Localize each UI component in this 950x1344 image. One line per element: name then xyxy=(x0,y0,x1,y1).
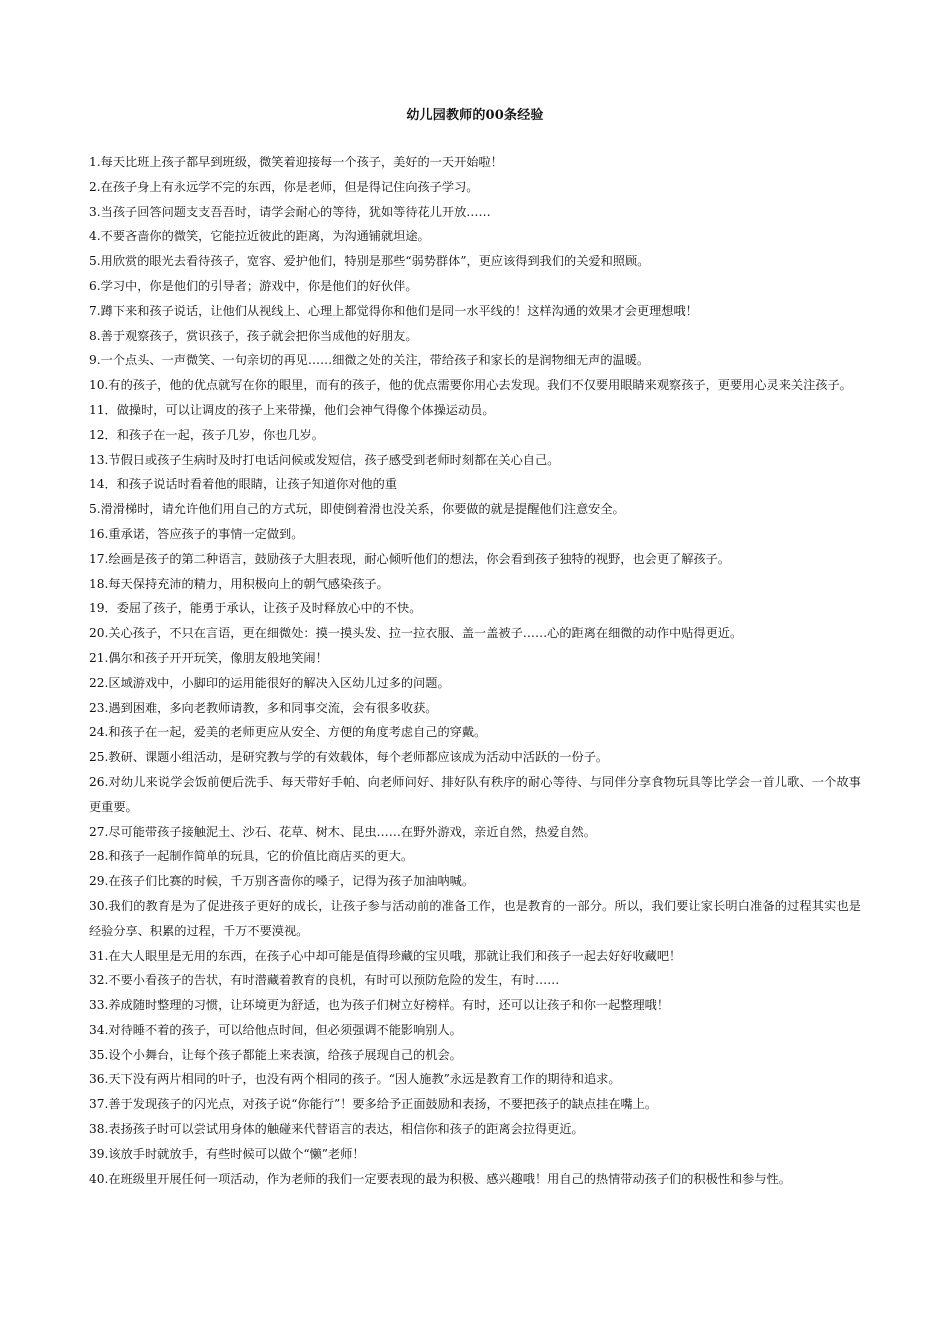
paragraph: 19．委屈了孩子，能勇于承认，让孩子及时释放心中的不快。 xyxy=(89,601,422,616)
paragraph: 6.学习中，你是他们的引导者；游戏中，你是他们的好伙伴。 xyxy=(89,278,418,293)
paragraph: 35.设个小舞台，让每个孩子都能上来表演，给孩子展现自己的机会。 xyxy=(89,1047,462,1062)
paragraph: 17.绘画是孩子的第二种语言，鼓励孩子大胆表现，耐心倾听他们的想法，你会看到孩子独特的视野，也会更了解孩子。 xyxy=(89,551,730,566)
paragraph: 38.表扬孩子时可以尝试用身体的触碰来代替语言的表达，相信你和孩子的距离会拉得更近。 xyxy=(89,1122,584,1137)
paragraph: 34.对待睡不着的孩子，可以给他点时间，但必须强调不能影响别人。 xyxy=(89,1022,462,1037)
paragraph: 33.养成随时整理的习惯，让环境更为舒适，也为孩子们树立好榜样。有时，还可以让孩子和你一起整理哦！ xyxy=(89,998,670,1013)
paragraph: 39.该放手时就放手，有些时候可以做个“懒”老师！ xyxy=(89,1146,365,1161)
paragraph: 31.在大人眼里是无用的东西，在孩子心中却可能是值得珍藏的宝贝哦，那就让我们和孩子一起去好好收藏吧！ xyxy=(89,948,682,963)
paragraph: 37.善于发现孩子的闪光点，对孩子说“你能行”！要多给予正面鼓励和表扬，不要把孩子的缺点挂在嘴上。 xyxy=(89,1097,658,1112)
paragraph: 13.节假日或孩子生病时及时打电话问候或发短信，孩子感受到老师时刻都在关心自己。 xyxy=(89,452,560,467)
paragraph: 14．和孩子说话时看着他的眼睛，让孩子知道你对他的重 xyxy=(89,477,398,492)
paragraph: 24.和孩子在一起，爱美的老师更应从安全、方便的角度考虑自己的穿戴。 xyxy=(89,725,487,740)
paragraph: 1.每天比班上孩子都早到班级，微笑着迎接每一个孩子，美好的一天开始啦！ xyxy=(89,155,503,169)
paragraph: 28.和孩子一起制作简单的玩具，它的价值比商店买的更大。 xyxy=(89,849,414,864)
paragraph: 27.尽可能带孩子接触泥土、沙石、花草、树木、昆虫……在野外游戏，亲近自然，热爱自然。 xyxy=(89,824,596,839)
paragraph: 32.不要小看孩子的告状，有时潜藏着教育的良机，有时可以预防危险的发生，有时…… xyxy=(89,973,560,988)
paragraph: 20.关心孩子，不只在言语，更在细微处：摸一摸头发、拉一拉衣服、盖一盖被子……心的距离在细微的动作中贴得更近。 xyxy=(89,626,743,641)
paragraph: 25.教研、课题小组活动，是研究教与学的有效载体，每个老师都应该成为活动中活跃的一份子。 xyxy=(89,750,609,765)
paragraph: 9.一个点头、一声微笑、一句亲切的再见……细微之处的关注，带给孩子和家长的是润物细无声的温暖。 xyxy=(89,353,650,368)
paragraph: 7.蹲下来和孩子说话，让他们从视线上、心理上都觉得你和他们是同一水平线的！这样沟通的效果才会更理想哦！ xyxy=(89,303,698,318)
paragraph: 11．做操时，可以让调皮的孩子上来带操，他们会神气得像个体操运动员。 xyxy=(89,402,495,417)
paragraph: 16.重承诺，答应孩子的事情一定做到。 xyxy=(89,526,304,541)
paragraph: 4.不要吝啬你的微笑，它能拉近彼此的距离，为沟通铺就坦途。 xyxy=(89,229,430,244)
paragraph: 21.偶尔和孩子开开玩笑，像朋友般地笑闹！ xyxy=(89,650,328,665)
paragraph: 22.区域游戏中，小脚印的运用能很好的解决入区幼儿过多的问题。 xyxy=(89,675,450,690)
paragraph: 8.善于观察孩子，赏识孩子，孩子就会把你当成他的好朋友。 xyxy=(89,328,418,343)
paragraph: 10.有的孩子，他的优点就写在你的眼里，而有的孩子，他的优点需要你用心去发现。我们不仅要用眼睛来观察孩子，更要用心灵来关注孩子。 xyxy=(89,378,852,393)
paragraph: 29.在孩子们比赛的时候，千万别吝啬你的嗓子，记得为孩子加油呐喊。 xyxy=(89,874,475,889)
paragraph: 12．和孩子在一起，孩子几岁，你也几岁。 xyxy=(89,427,324,442)
paragraph: 23.遇到困难，多向老教师请教，多和同事交流，会有很多收获。 xyxy=(89,700,438,715)
paragraph: 36.天下没有两片相同的叶子，也没有两个相同的孩子。“因人施教”永远是教育工作的期待和追求。 xyxy=(89,1072,621,1087)
paragraph: 26.对幼儿来说学会饭前便后洗手、每天带好手帕、向老师问好、排好队有秩序的耐心等待、与同伴分享食物玩具等比学会一首儿歌、一个故事更重要。 xyxy=(89,774,861,814)
paragraph: 5.用欣赏的眼光去看待孩子，宽容、爱护他们，特别是那些“弱势群体”，更应该得到我们的关爱和照顾。 xyxy=(89,254,650,269)
document-body xyxy=(89,150,861,1191)
paragraph: 2.在孩子身上有永远学不完的东西，你是老师，但是得记住向孩子学习。 xyxy=(89,179,479,194)
paragraph: 30.我们的教育是为了促进孩子更好的成长，让孩子参与活动前的准备工作，也是教育的一部分。所以，我们要让家长明白准备的过程其实也是经验分享、积累的过程，千万不要漠视。 xyxy=(89,898,861,938)
document-title: 幼儿园教师的00条经验 xyxy=(406,108,544,123)
paragraph: 18.每天保持充沛的精力，用积极向上的朝气感染孩子。 xyxy=(89,576,389,591)
paragraph: 3.当孩子回答问题支支吾吾时，请学会耐心的等待，犹如等待花儿开放…… xyxy=(89,204,491,219)
paragraph: 5.滑滑梯时，请允许他们用自己的方式玩，即使倒着滑也没关系，你要做的就是提醒他们注意安全。 xyxy=(89,502,625,517)
paragraph: 40.在班级里开展任何一项活动，作为老师的我们一定要表现的最为积极、感兴趣哦！用自己的热情带动孩子们的积极性和参与性。 xyxy=(89,1171,791,1186)
